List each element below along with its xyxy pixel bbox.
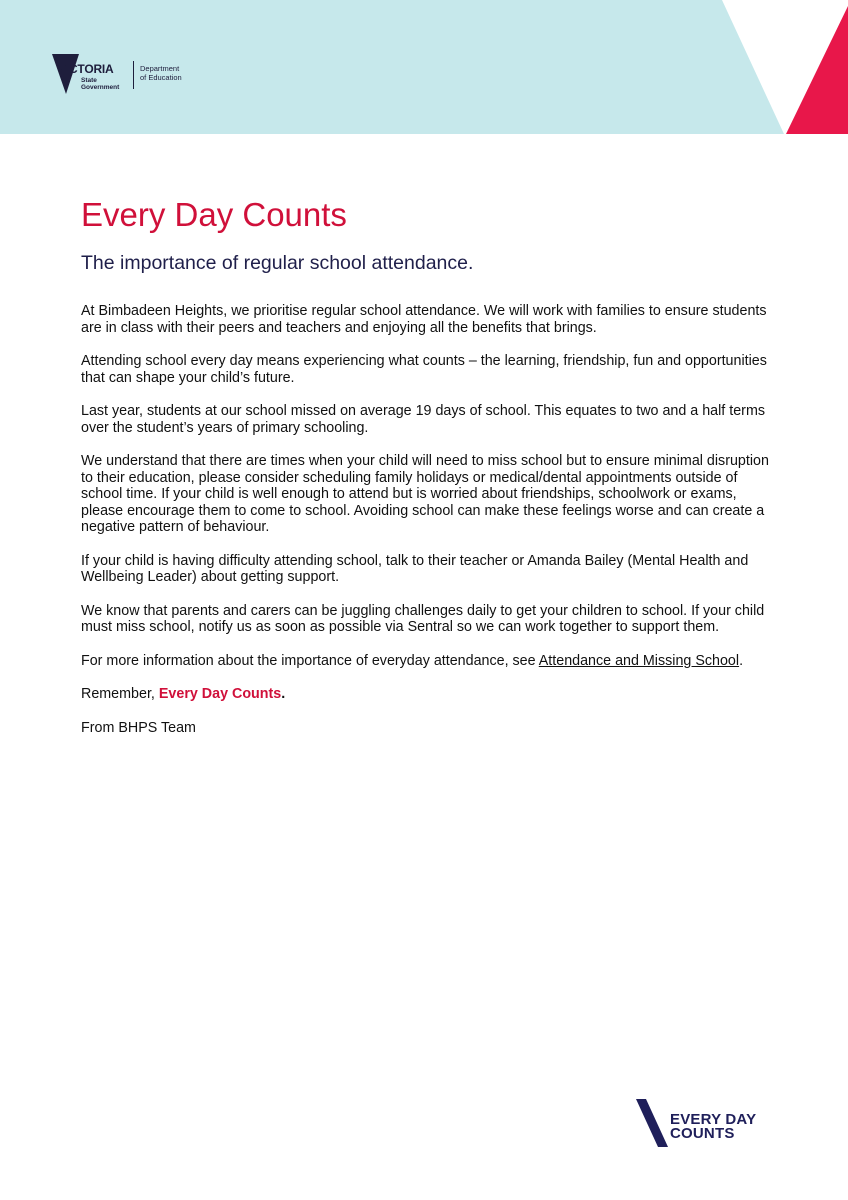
page-subtitle: The importance of regular school attendance. (81, 252, 474, 274)
attendance-missing-school-link[interactable]: Attendance and Missing School (538, 652, 740, 669)
paragraph-what-counts: Attending school every day means experiencing what counts – the learning, friendship, fun and opportunities that can shape your child’s future. (81, 353, 767, 386)
campaign-wordmark-line1: EVERY DAY (670, 1111, 757, 1128)
remember-period: . (281, 686, 286, 702)
government-label: Government (81, 84, 120, 91)
victoria-government-logo (52, 52, 192, 96)
paragraph-more-info (81, 653, 771, 670)
department-label (140, 64, 182, 82)
every-day-counts-slash-icon (636, 1099, 670, 1149)
more-info-text: For more information about the importance of everyday attendance, see (81, 652, 539, 669)
logo-divider (133, 61, 134, 89)
remember-emphasis: Every Day Counts (158, 686, 282, 702)
campaign-wordmark-line2: COUNTS (670, 1125, 735, 1142)
department-line2: of Education (140, 73, 182, 82)
paragraph-minimise-disruption: We understand that there are times when your child will need to miss school but to ensure minimal disruption to their education, please consider scheduling family holidays or medical/dental appointments outside of school time. If your child is well enough to attend but is worried about friendships, schoolwork or exams, please encourage them to come to school. Avoiding school can make these feelings worse and can create a negative pattern of behaviour. (81, 453, 769, 535)
state-government-label (81, 77, 119, 91)
letter-content (81, 196, 771, 736)
state-label: State (81, 77, 97, 84)
paragraph-days-missed: Last year, students at our school missed on average 19 days of school. This equates to two and a half terms over the student’s years of primary schooling. (81, 403, 765, 436)
paragraph-notify-sentral: We know that parents and carers can be juggling challenges daily to get your children to school. If your child must miss school, notify us as soon as possible via Sentral so we can work together to support them. (81, 602, 765, 635)
department-line1: Department (140, 64, 180, 73)
page-title: Every Day Counts (81, 196, 347, 233)
paragraph-support-contact: If your child is having difficulty attending school, talk to their teacher or Amanda Bailey (Mental Health and Wellbeing Leader) about getting support. (81, 552, 749, 585)
remember-text: Remember, (81, 686, 159, 702)
every-day-counts-logo (636, 1099, 776, 1149)
signoff: From BHPS Team (81, 719, 196, 736)
victoria-wordmark: VICTORIA (58, 62, 114, 76)
paragraph-remember (81, 686, 771, 703)
paragraph-priority: At Bimbadeen Heights, we prioritise regular school attendance. We will work with families to ensure students are in class with their peers and teachers and enjoying all the benefits that brings. (81, 303, 767, 336)
more-info-period: . (739, 652, 744, 669)
